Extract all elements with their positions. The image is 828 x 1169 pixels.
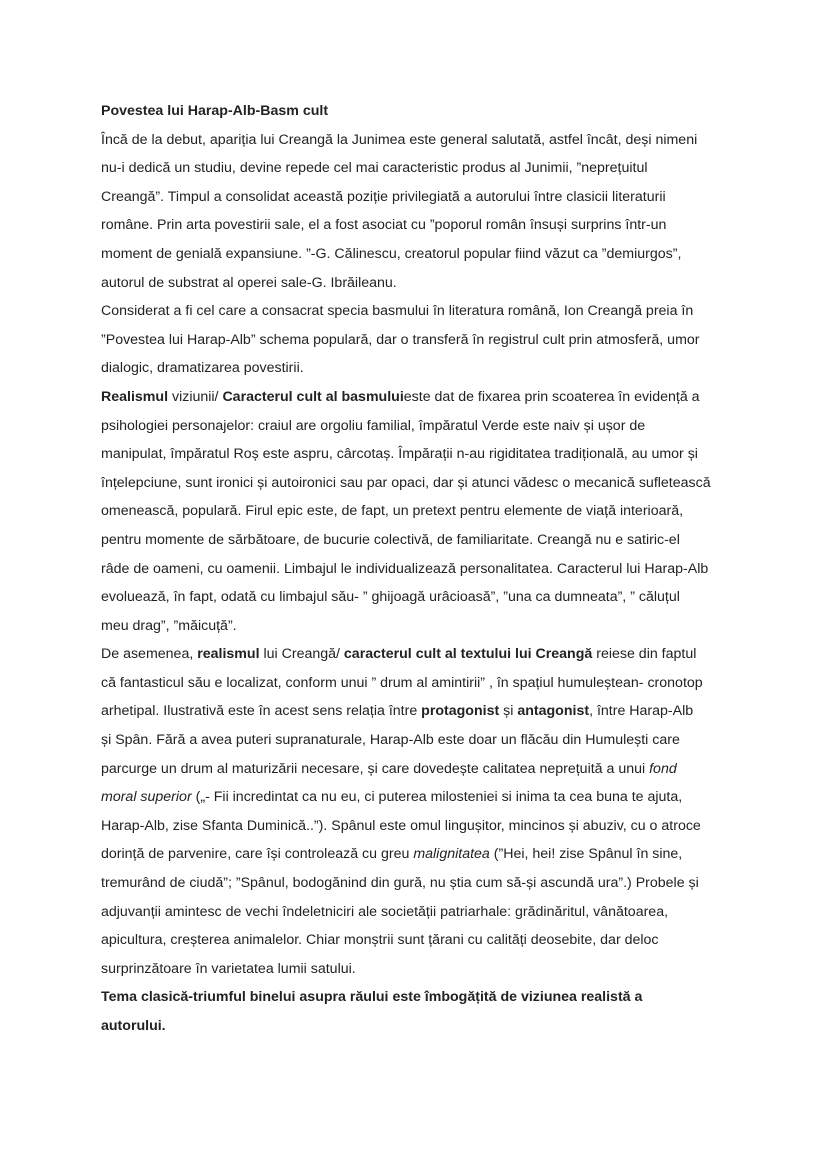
paragraph-line: [101, 697, 741, 726]
paragraph-line: omenească, populară. Firul epic este, de fapt, un pretext pentru elemente de viață interioară,: [101, 503, 684, 520]
paragraph-line: autorul de substrat al operei sale-G. Ibrăileanu.: [101, 274, 397, 291]
paragraph-3: [101, 383, 741, 640]
paragraph-1: [101, 126, 741, 298]
paragraph-line: manipulat, împăratul Roș este aspru, cârcotaș. Împărații n-au rigiditatea tradițională, au umor și: [101, 446, 698, 463]
paragraph-line: adjuvanții amintesc de vechi îndeletniciri ale societății patriarhale: grădinăritul, vânătoarea,: [101, 903, 669, 920]
paragraph-line: dialogic, dramatizarea povestirii.: [101, 360, 304, 377]
text-run: este dat de fixarea prin scoaterea în evidență a: [403, 388, 700, 405]
bold-phrase: caracterul cult al textului lui Creangă: [343, 646, 593, 663]
paragraph-line: [101, 383, 741, 412]
italic-phrase: malignitatea: [413, 846, 490, 863]
paragraph-line: Încă de la debut, apariția lui Creangă la Junimea este general salutată, astfel încât, deși nimeni: [101, 131, 698, 148]
paragraph-line: ”Povestea lui Harap-Alb” schema populară, dar o transferă în registrul cult prin atmosferă, umor: [101, 331, 700, 348]
text-run: și: [499, 703, 518, 720]
bold-phrase: protagonist: [421, 703, 500, 720]
paragraph-4: [101, 640, 741, 983]
paragraph-line: că fantasticul său e localizat, conform unui ” drum al amintirii” , în spațiul humuleștean- cronotop: [101, 674, 703, 691]
text-run: lui Creangă/: [259, 646, 344, 663]
text-run: viziunii/: [168, 388, 223, 405]
paragraph-line: surprinzătoare în varietatea lumii satului.: [101, 960, 356, 977]
paragraph-line: [101, 755, 741, 784]
paragraph-line: psihologiei personajelor: craiul are orgoliu familial, împăratul Verde este naiv și ușor de: [101, 417, 646, 434]
text-run: , între Harap-Alb: [589, 703, 694, 720]
text-run: („- Fii incredintat ca nu eu, ci puterea milosteniei si inima ta cea buna te ajuta,: [191, 789, 683, 806]
paragraph-line: evoluează, în fapt, odată cu limbajul său- ” ghijoagă urâcioasă”, ”una ca dumneata”, ” căluțul: [101, 589, 680, 606]
text-run: parcurge un drum al maturizării necesare, și care dovedește calitatea neprețuită a unui: [101, 760, 650, 777]
text-run: reiese din faptul: [592, 646, 697, 663]
paragraph-line: nu-i dedică un studiu, devine repede cel mai caracteristic produs al Junimii, ”neprețuitul: [101, 160, 648, 177]
paragraph-line: pentru momente de sărbătoare, de bucurie colectivă, de familiaritate. Creangă nu e satiric-el: [101, 531, 680, 548]
paragraph-line: apicultura, creșterea animalelor. Chiar monștrii sunt țărani cu calități deosebite, dar deloc: [101, 932, 659, 949]
document-title: Povestea lui Harap-Alb-Basm cult: [101, 103, 329, 119]
paragraph-line: [101, 783, 741, 812]
text-run: arhetipal. Ilustrativă este în acest sens relația între: [101, 703, 422, 720]
italic-phrase: fond: [649, 760, 677, 777]
paragraph-line: tremurând de ciudă”; ”Spânul, bodogănind din gură, nu știa cum să-și ascundă ura”.) Probele și: [101, 875, 699, 892]
bold-phrase: Realismul: [101, 388, 169, 405]
paragraph-line: și Spân. Fără a avea puteri supranaturale, Harap-Alb este doar un flăcău din Humulești care: [101, 732, 680, 749]
text-run: dorință de parvenire, care își controlează cu greu: [101, 846, 414, 863]
paragraph-2: [101, 297, 741, 383]
paragraph-line: [101, 640, 741, 669]
paragraph-line: Tema clasică-triumful binelui asupra răului este îmbogățită de viziunea realistă a: [101, 989, 643, 1006]
paragraph-line: române. Prin arta povestirii sale, el a fost asociat cu ”poporul român însuși surprins într-un: [101, 217, 667, 234]
paragraph-line: râde de oameni, cu oamenii. Limbajul le individualizează personalitatea. Caracterul lui Harap-Alb: [101, 560, 709, 577]
paragraph-line: Harap-Alb, zise Sfanta Duminică..”). Spânul este omul lingușitor, mincinos și abuziv, cu o atroce: [101, 817, 701, 834]
conclusion-paragraph: [101, 983, 741, 1040]
text-run: (”Hei, hei! zise Spânul în sine,: [489, 846, 683, 863]
paragraph-line: autorului.: [101, 1018, 166, 1034]
paragraph-line: Creangă”. Timpul a consolidat această poziție privilegiată a autorului între clasicii literaturii: [101, 188, 666, 205]
document-body: [101, 97, 741, 1041]
bold-phrase: realismul: [197, 646, 260, 663]
paragraph-line: înțelepciune, sunt ironici și autoironici sau par opaci, dar și atunci vădesc o mecanică sufletească: [101, 474, 711, 491]
italic-phrase: moral superior: [101, 789, 192, 806]
bold-phrase: antagonist: [517, 703, 590, 720]
paragraph-line: moment de genială expansiune. ”-G. Călinescu, creatorul popular fiind văzut ca ”demiurgos”,: [101, 245, 682, 262]
paragraph-line: [101, 840, 741, 869]
paragraph-line: meu drag”, ”măicuță”.: [101, 617, 237, 634]
bold-phrase: Caracterul cult al basmului: [222, 388, 404, 405]
paragraph-line: Considerat a fi cel care a consacrat specia basmului în literatura română, Ion Creangă preia în: [101, 303, 694, 320]
text-run: De asemenea,: [101, 646, 198, 663]
